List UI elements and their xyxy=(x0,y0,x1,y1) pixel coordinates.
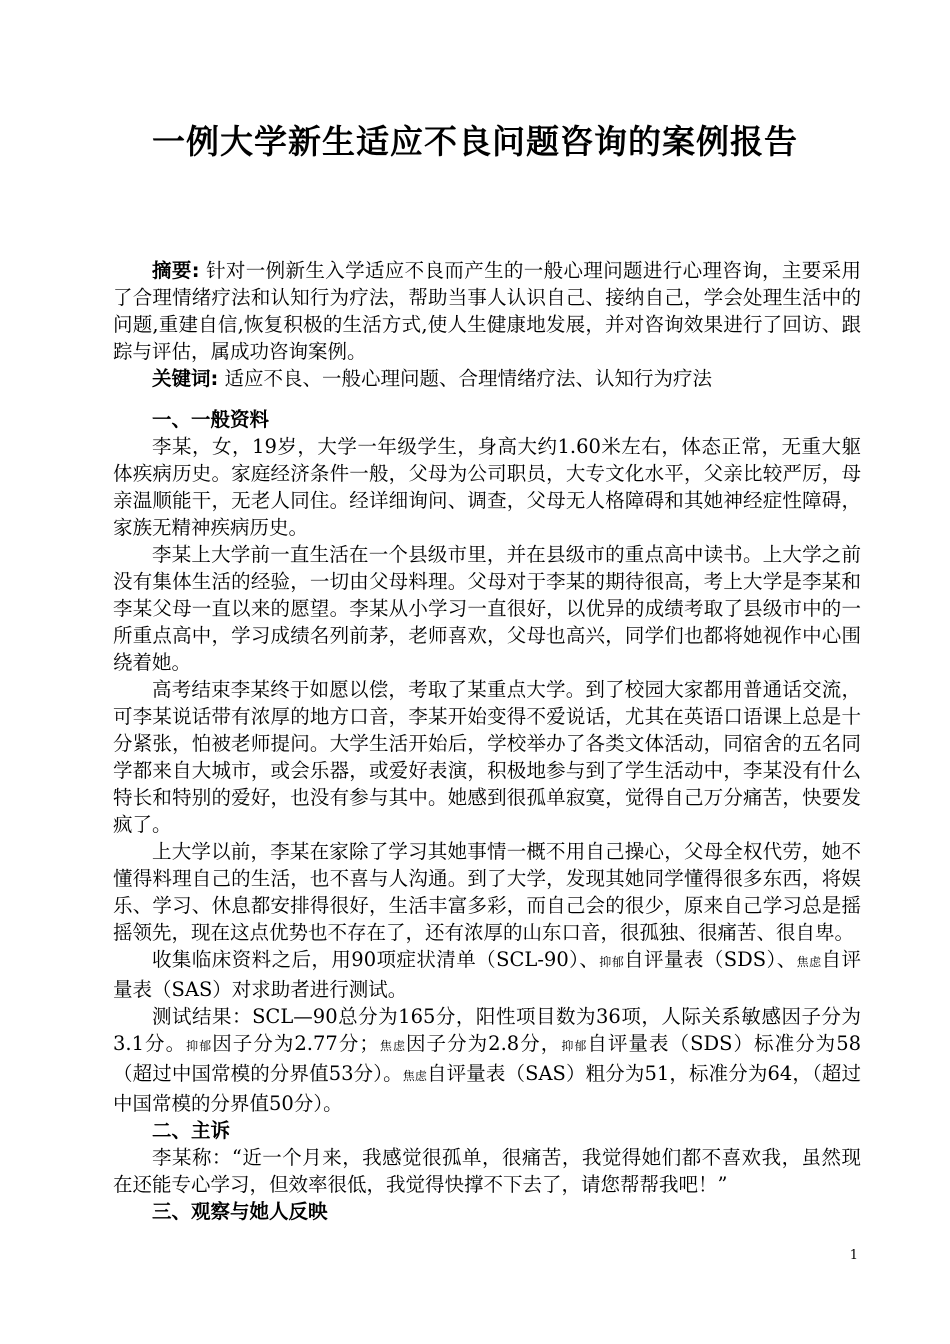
text-run: 收集临床资料之后，用90项症状清单（SCL-90）、 xyxy=(152,948,600,971)
small-text-run: 抑郁 xyxy=(599,955,625,969)
paragraph xyxy=(113,946,861,1003)
abstract-label: 摘要: xyxy=(152,259,200,282)
text-run: 因子分为2.77分； xyxy=(212,1032,379,1055)
keywords-paragraph xyxy=(113,365,861,392)
text-run: 自评量表（SAS）粗分为51，标准分为64，（超过中国常模的分界值50分）。 xyxy=(113,1062,861,1115)
section-heading-general-info: 一、一般资料 xyxy=(152,408,270,431)
keywords-text: 适应不良、一般心理问题、合理情绪疗法、认知行为疗法 xyxy=(218,367,713,390)
paragraph xyxy=(113,1003,861,1117)
small-text-run: 焦虑 xyxy=(402,1069,428,1083)
abstract-text: 针对一例新生入学适应不良而产生的一般心理问题进行心理咨询，主要采用了合理情绪疗法和认知行为疗法，帮助当事人认识自己、接纳自己，学会处理生活中的问题,重建自信,恢复积极的生活方式,使人生健康地发展，并对咨询效果进行了回访、跟踪与评估，属成功咨询案例。 xyxy=(113,259,861,363)
section-heading-observation: 三、观察与她人反映 xyxy=(152,1200,328,1223)
text-run: 自评量表（SDS）、 xyxy=(624,948,797,971)
paragraph: 李某称：“近一个月来，我感觉很孤单，很痛苦，我觉得她们都不喜欢我，虽然现在还能专心学习，但效率很低，我觉得快撑不下去了，请您帮帮我吧！” xyxy=(113,1146,861,1196)
paragraph: 李某，女，19岁，大学一年级学生，身高大约1.60米左右，体态正常，无重大躯体疾病历史。家庭经济条件一般，父母为公司职员，大专文化水平，父亲比较严厉，母亲温顺能干，无老人同住。经详细询问、调查，父母无人格障碍和其她神经症性障碍，家族无精神疾病历史。 xyxy=(113,435,861,539)
text-run: 自评量表（SDS）标准分为58（超过中国常模的分界值53分）。 xyxy=(113,1032,862,1085)
section-heading-complaint: 二、主诉 xyxy=(152,1119,231,1142)
paragraph: 上大学以前，李某在家除了学习其她事情一概不用自己操心，父母全权代劳，她不懂得料理自己的生活，也不喜与人沟通。到了大学，发现其她同学懂得很多东西，将娱乐、学习、休息都安排得很好，生活丰富多彩，而自己会的很少，原来自己学习总是摇摇领先，现在这点优势也不存在了，还有浓厚的山东口音，很孤独、很痛苦、很自卑。 xyxy=(113,840,861,944)
small-text-run: 焦虑 xyxy=(796,955,822,969)
document-title: 一例大学新生适应不良问题咨询的案例报告 xyxy=(152,122,798,161)
paragraph: 高考结束李某终于如愿以偿，考取了某重点大学。到了校园大家都用普通话交流，可李某说话带有浓厚的地方口音，李某开始变得不爱说话，尤其在英语口语课上总是十分紧张，怕被老师提问。大学生活开始后，学校举办了各类文体活动，同宿舍的五名同学都来自大城市，或会乐器，或爱好表演，积极地参与到了学生活动中，李某没有什么特长和特别的爱好，也没有参与其中。她感到很孤单寂寞，觉得自己万分痛苦，快要发疯了。 xyxy=(113,678,861,836)
text-run: 测试结果：SCL—90总分为165分，阳性项目数为36项，人际关系敏感因子分为3.1分。 xyxy=(113,1005,861,1055)
small-text-run: 抑郁 xyxy=(186,1039,213,1053)
small-text-run: 抑郁 xyxy=(561,1039,588,1053)
keywords-label: 关键词: xyxy=(152,367,219,390)
document-body xyxy=(113,257,861,1225)
small-text-run: 焦虑 xyxy=(378,1039,407,1053)
text-run: 因子分为2.8分， xyxy=(406,1032,562,1055)
page-number: 1 xyxy=(849,1248,858,1263)
abstract-paragraph xyxy=(113,257,861,365)
paragraph: 李某上大学前一直生活在一个县级市里，并在县级市的重点高中读书。上大学之前没有集体生活的经验，一切由父母料理。父母对于李某的期待很高，考上大学是李某和李某父母一直以来的愿望。李某从小学习一直很好，以优异的成绩考取了县级市中的一所重点高中，学习成绩名列前茅，老师喜欢，父母也高兴，同学们也都将她视作中心围绕着她。 xyxy=(113,543,861,674)
text-run: 自评量表（SAS）对求助者进行测试。 xyxy=(113,948,861,1001)
